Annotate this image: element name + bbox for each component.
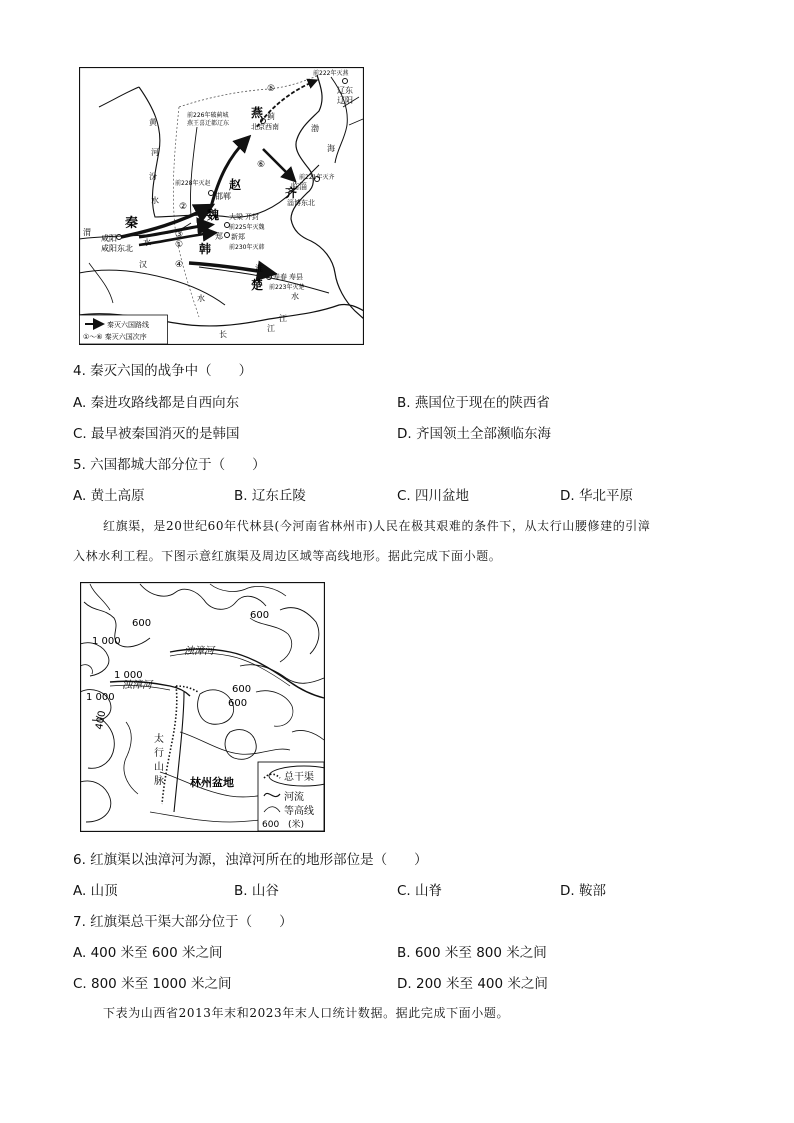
contour-600-b: 600: [132, 618, 152, 629]
question-7-option-c[interactable]: C. 800 米至 1000 米之间: [73, 976, 232, 992]
taihang-3: 山: [154, 762, 164, 773]
intro-hongqi-line-1: 红旗渠，是20世纪60年代林县(今河南省林州市)人民在极其艰难的条件下，从太行山腰修建的引漳: [103, 519, 651, 533]
order-4: ④: [175, 260, 184, 270]
city-xianyang-ne: 咸阳东北: [101, 244, 133, 253]
river-jiang-3: 江: [279, 314, 287, 323]
contour-400: 400: [94, 709, 109, 731]
order-3: ③: [175, 230, 184, 240]
question-7-option-d[interactable]: D. 200 米至 400 米之间: [397, 976, 548, 992]
river-fen-1: 汾: [149, 172, 157, 181]
river-huang-1: 黄: [149, 118, 157, 127]
event-yan-222: 前222年灭燕: [313, 70, 349, 77]
taihang-2: 行: [154, 748, 164, 759]
event-yan-move: 燕王喜迁都辽东: [187, 120, 230, 127]
order-5: ⑤: [267, 84, 276, 94]
event-qi-221: 前221年灭齐: [299, 174, 335, 181]
event-zhao-228: 前228年灭赵: [175, 180, 211, 187]
taihang-1: 太: [154, 734, 164, 745]
city-daliang: 大梁: [229, 213, 243, 221]
river-huang-2: 河: [151, 148, 159, 157]
city-beijing-sw: 北京西南: [251, 123, 279, 131]
legend-canal: 总干渠: [284, 772, 314, 783]
event-chu-223: 前223年灭楚: [269, 284, 305, 291]
contour-1000-c: 1 000: [86, 692, 115, 703]
river-fen-2: 水: [151, 196, 159, 205]
hongqi-contour-map: [80, 582, 325, 832]
question-7-option-b[interactable]: B. 600 米至 800 米之间: [397, 945, 547, 961]
linzhou-basin: 林州盆地: [190, 776, 234, 789]
city-ji: 蓟: [267, 112, 275, 121]
state-chu: 楚: [251, 278, 264, 292]
event-ji-226: 前226年破蓟城: [187, 112, 229, 119]
order-1: ①: [175, 240, 184, 250]
state-wei: 魏: [207, 208, 220, 222]
sea-bo-1: 渤: [311, 124, 319, 133]
event-han-230: 前230年灭韩: [229, 244, 265, 251]
question-5-option-c[interactable]: C. 四川盆地: [397, 488, 470, 504]
legend-unit: (米): [288, 820, 305, 830]
city-shouchun: 寿春: [273, 273, 287, 281]
city-zheng: 郑: [215, 232, 223, 241]
river-jiang-1: 长: [219, 330, 227, 339]
city-handan: 邯郸: [215, 192, 231, 201]
question-4-option-c[interactable]: C. 最早被秦国消灭的是韩国: [73, 426, 240, 442]
question-5-option-b[interactable]: B. 辽东丘陵: [234, 488, 306, 504]
contour-600-d: 600: [228, 698, 248, 709]
order-6: ⑥: [257, 160, 266, 170]
state-qin: 秦: [125, 216, 139, 231]
legend-order: ①～⑥ 秦灭六国次序: [83, 333, 147, 341]
city-zibo-ne: 淄博东北: [287, 199, 315, 207]
question-5-option-d[interactable]: D. 华北平原: [560, 488, 633, 504]
event-wei-225: 前225年灭魏: [229, 224, 265, 231]
legend-contour: 等高线: [284, 806, 314, 817]
state-zhao: 赵: [229, 178, 242, 192]
city-kaifeng: 开封: [245, 213, 259, 221]
river-huai-1: 淮: [255, 264, 263, 273]
city-xinzheng: 新郑: [231, 233, 245, 241]
question-5-option-a[interactable]: A. 黄土高原: [73, 488, 145, 504]
legend-river: 河流: [284, 792, 304, 803]
state-han: 韩: [199, 242, 212, 256]
river-jiang-2: 江: [267, 324, 275, 333]
city-linzi: 临淄: [291, 182, 307, 191]
river-wei-1: 渭: [83, 228, 91, 237]
question-6-option-b[interactable]: B. 山谷: [234, 883, 279, 899]
question-6-stem: 6. 红旗渠以浊漳河为源，浊漳河所在的地形部位是（ ）: [73, 852, 428, 868]
question-7-stem: 7. 红旗渠总干渠大部分位于（ ）: [73, 914, 293, 930]
question-6-option-d[interactable]: D. 鞍部: [560, 883, 606, 899]
qin-conquest-map: [79, 67, 364, 345]
question-4-option-d[interactable]: D. 齐国领土全部濒临东海: [397, 426, 551, 442]
city-shouxian: 寿县: [289, 273, 303, 281]
contour-600-c: 600: [232, 684, 252, 695]
city-xianyang: 咸阳: [101, 234, 117, 243]
question-4-option-b[interactable]: B. 燕国位于现在的陕西省: [397, 395, 550, 411]
question-7-option-a[interactable]: A. 400 米至 600 米之间: [73, 945, 223, 961]
order-2: ②: [179, 202, 188, 212]
river-zhuozhang-2: 浊漳河: [122, 680, 152, 691]
question-6-option-a[interactable]: A. 山顶: [73, 883, 118, 899]
river-huai-2: 水: [291, 292, 299, 301]
contour-1000-a: 1 000: [92, 636, 121, 647]
river-wei-2: 水: [143, 238, 151, 247]
intro-shanxi-population: 下表为山西省2013年末和2023年末人口统计数据。据此完成下面小题。: [103, 1006, 510, 1020]
river-zhuozhang-1: 浊漳河: [184, 646, 214, 657]
state-qi: 齐: [285, 186, 298, 200]
city-liaodong: 辽东: [337, 86, 353, 95]
state-yan: 燕: [251, 106, 264, 120]
legend-value: 600: [262, 820, 280, 830]
question-4-stem: 4. 秦灭六国的战争中（ ）: [73, 363, 253, 379]
contour-1000-b: 1 000: [114, 670, 143, 681]
taihang-4: 脉: [154, 776, 164, 787]
river-han-1: 汉: [139, 260, 147, 269]
intro-hongqi-line-2: 入林水利工程。下图示意红旗渠及周边区域等高线地形。据此完成下面小题。: [73, 549, 502, 563]
city-liaoyang: 辽阳: [337, 96, 353, 105]
sea-bo-2: 海: [327, 144, 335, 153]
legend-route: 秦灭六国路线: [107, 321, 149, 329]
question-5-stem: 5. 六国都城大部分位于（ ）: [73, 457, 266, 473]
contour-600-a: 600: [250, 610, 270, 621]
question-6-option-c[interactable]: C. 山脊: [397, 883, 443, 899]
question-4-option-a[interactable]: A. 秦进攻路线都是自西向东: [73, 395, 240, 411]
river-han-2: 水: [197, 294, 205, 303]
